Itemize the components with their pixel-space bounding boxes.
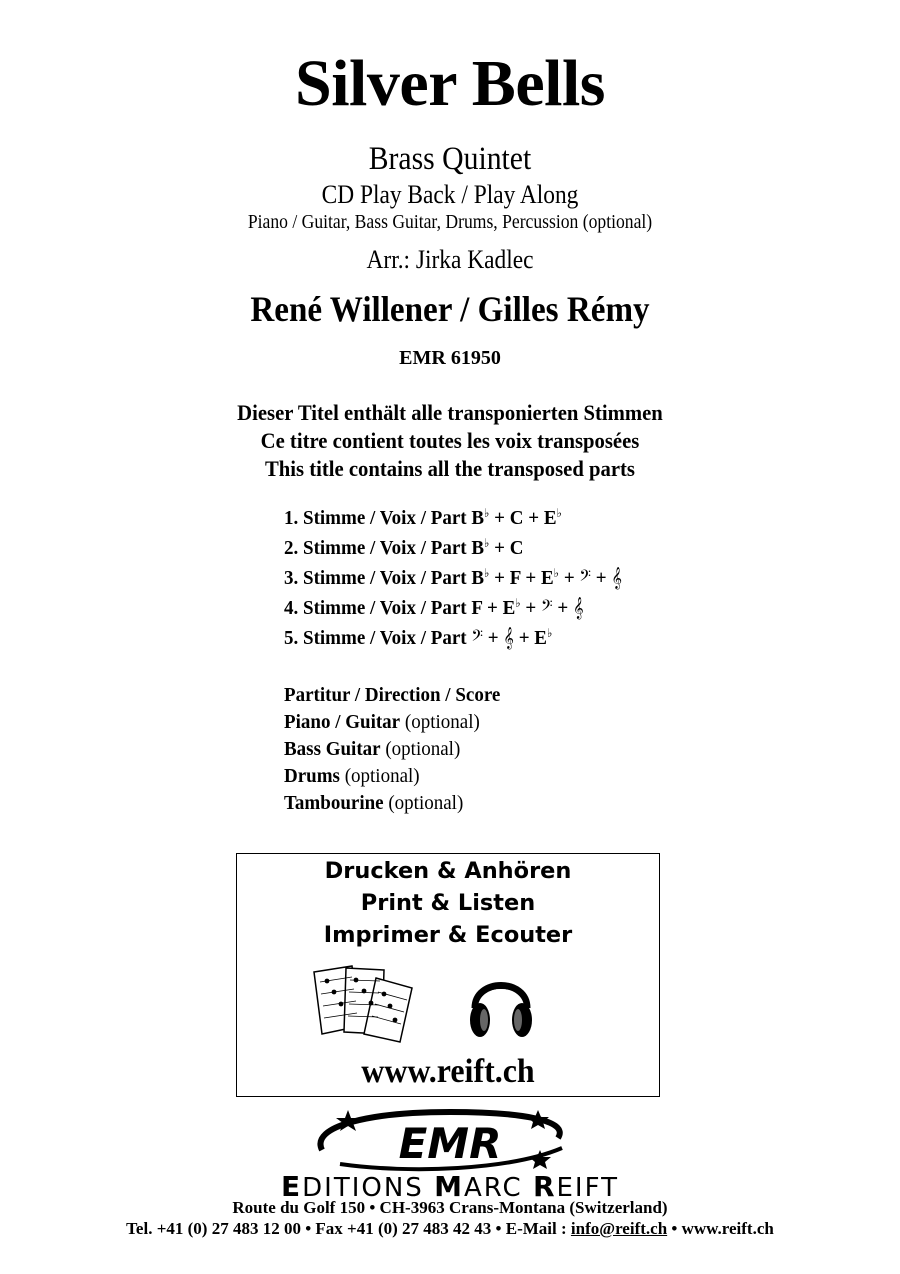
sheet-music-icon bbox=[312, 964, 422, 1044]
flat-icon: ♭ bbox=[546, 626, 553, 640]
promo-line-german: Drucken & Anhören bbox=[324, 859, 572, 884]
publisher-initial: M bbox=[434, 1170, 464, 1203]
extra-part-line bbox=[284, 709, 500, 736]
flat-icon: ♭ bbox=[553, 566, 560, 580]
arranger-credit: Arr.: Jirka Kadlec bbox=[366, 245, 534, 274]
contact-website[interactable]: • www.reift.ch bbox=[667, 1219, 774, 1238]
key-label: C bbox=[509, 537, 524, 559]
publisher-initial: E bbox=[281, 1170, 303, 1203]
ensemble-subtitle: Brass Quintet bbox=[368, 141, 532, 177]
part-number-label: 1. Stimme / Voix / Part bbox=[284, 507, 472, 529]
optional-note: (optional) bbox=[339, 765, 420, 787]
notice-english: This title contains all the transposed parts bbox=[265, 456, 635, 481]
key-label: C bbox=[509, 507, 524, 529]
catalog-number: EMR 61950 bbox=[399, 347, 501, 369]
extra-part-line bbox=[284, 790, 500, 817]
notice-french: Ce titre contient toutes les voix transposées bbox=[260, 428, 640, 453]
headphones-icon bbox=[465, 964, 537, 1042]
accompaniment-instruments: Piano / Guitar, Bass Guitar, Drums, Percussion (optional) bbox=[247, 211, 653, 233]
extra-part-line bbox=[284, 736, 500, 763]
bass-clef-icon: 𝄢 bbox=[471, 627, 483, 649]
bass-clef-icon: 𝄢 bbox=[541, 597, 553, 619]
extra-part-label: Piano / Guitar bbox=[284, 711, 401, 733]
optional-note: (optional) bbox=[383, 792, 464, 814]
key-label: B♭ bbox=[471, 566, 490, 589]
part-line-1: 1. Stimme / Voix / Part B♭ + C + E♭ bbox=[284, 506, 562, 529]
publisher-address: Route du Golf 150 • CH-3963 Crans-Montana (Switzerland) bbox=[232, 1198, 668, 1217]
extra-part-label: Tambourine bbox=[284, 792, 384, 814]
promo-line-english: Print & Listen bbox=[360, 891, 536, 916]
key-label: E♭ bbox=[541, 566, 560, 589]
key-label: F bbox=[471, 597, 483, 619]
treble-clef-icon: 𝄞 bbox=[503, 627, 514, 649]
extra-part-line bbox=[284, 763, 500, 790]
emr-logo-text: EMR bbox=[398, 1119, 502, 1168]
promo-website[interactable]: www.reift.ch bbox=[361, 1053, 535, 1090]
extra-part-label: Bass Guitar bbox=[284, 738, 381, 760]
flat-icon: ♭ bbox=[484, 566, 490, 580]
key-label: B♭ bbox=[471, 506, 490, 529]
publisher-word: ARC bbox=[463, 1173, 533, 1203]
treble-clef-icon: 𝄞 bbox=[572, 597, 584, 619]
part-line-2: 2. Stimme / Voix / Part B♭ + C bbox=[284, 536, 524, 559]
treble-clef-icon: 𝄞 bbox=[611, 567, 623, 589]
publisher-contact bbox=[0, 1219, 900, 1239]
promo-line-french: Imprimer & Ecouter bbox=[323, 923, 573, 948]
part-number-label: 3. Stimme / Voix / Part bbox=[284, 567, 472, 589]
extras-list bbox=[284, 682, 512, 817]
print-listen-box bbox=[236, 853, 660, 1097]
composer-credit: René Willener / Gilles Rémy bbox=[250, 289, 650, 329]
optional-note: (optional) bbox=[400, 711, 480, 733]
publisher-initial: R bbox=[532, 1170, 557, 1203]
part-line-5: 5. Stimme / Voix / Part 𝄢 + 𝄞 + E♭ bbox=[284, 626, 553, 649]
key-label: E♭ bbox=[534, 626, 553, 649]
publisher-word: EIFT bbox=[556, 1173, 619, 1203]
flat-icon: ♭ bbox=[484, 506, 490, 520]
part-number-label: 2. Stimme / Voix / Part bbox=[284, 537, 472, 559]
extra-part-label: Partitur / Direction / Score bbox=[284, 684, 501, 706]
flat-icon: ♭ bbox=[484, 536, 490, 550]
flat-icon: ♭ bbox=[556, 506, 562, 520]
part-line-3: 3. Stimme / Voix / Part B♭ + F + E♭ + 𝄢 + 𝄞 bbox=[284, 566, 623, 589]
score-title: Silver Bells bbox=[295, 47, 605, 120]
contact-phone-fax: Tel. +41 (0) 27 483 12 00 • Fax +41 (0) 27 483 42 43 • E-Mail : bbox=[126, 1219, 571, 1238]
email-link[interactable]: info@reift.ch bbox=[570, 1219, 668, 1238]
key-label: E♭ bbox=[543, 506, 562, 529]
extra-part-label: Drums bbox=[284, 765, 340, 787]
optional-note: (optional) bbox=[380, 738, 461, 760]
extra-part-line bbox=[284, 682, 500, 709]
publisher-word: DITIONS bbox=[302, 1173, 435, 1203]
notice-german: Dieser Titel enthält alle transponierten Stimmen bbox=[237, 400, 663, 425]
part-number-label: 5. Stimme / Voix / Part bbox=[284, 627, 472, 649]
playback-line: CD Play Back / Play Along bbox=[321, 180, 579, 209]
parts-list bbox=[284, 503, 640, 653]
bass-clef-icon: 𝄢 bbox=[579, 567, 592, 589]
part-line-4: 4. Stimme / Voix / Part F + E♭ + 𝄢 + 𝄞 bbox=[284, 596, 584, 619]
key-label: E♭ bbox=[502, 596, 521, 619]
part-number-label: 4. Stimme / Voix / Part bbox=[284, 597, 472, 619]
flat-icon: ♭ bbox=[515, 596, 521, 610]
key-label: B♭ bbox=[471, 536, 490, 559]
key-label: F bbox=[509, 567, 521, 589]
emr-logo bbox=[300, 1108, 600, 1174]
